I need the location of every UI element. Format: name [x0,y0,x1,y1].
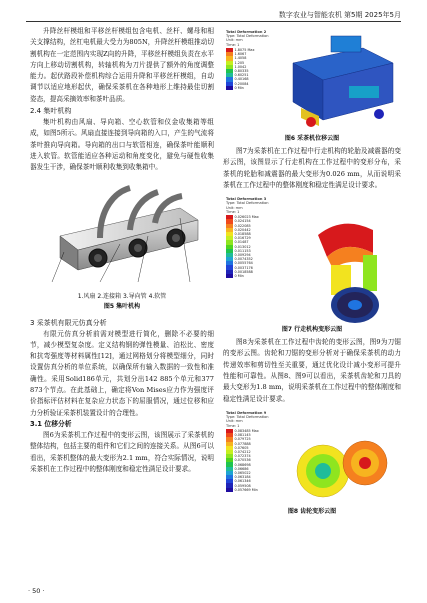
legend-value: 0.061346 [234,479,251,484]
fem-time: Time: 1 [226,42,240,47]
fem-unit: Unit: mm [226,419,243,424]
figure-5-legend: 1.风扇 2.连接箱 3.导向管 4.软管 [77,292,167,300]
page-number: · 50 · [28,587,45,595]
legend-value: 0.20084 [234,81,249,86]
legend-value: 0.068698 [234,462,251,467]
legend-value: 1.4058 [234,56,247,61]
legend-value: 0.081145 [234,433,251,438]
legend-value: 0.009294 [234,252,251,257]
legend-value: 0.070536 [234,458,251,463]
fem-title: Total Deformation 2 [226,30,267,34]
legend-value: 0.0018588 [234,269,253,274]
fem-time: Time: 1 [226,209,240,214]
legend-value: 0.011153 [234,248,251,253]
legend-value: 0.80335 [234,69,249,74]
legend-value: 0.063184 [234,475,251,480]
legend-value: 0.40168 [234,77,249,82]
legend-value: 0.065022 [234,470,251,475]
legend-value: 0.013012 [234,244,251,249]
fem-unit: Unit: mm [226,38,243,43]
para-leaf-collect: 集叶机构由风扇、导向箱、空心软管和仪金收集箱等组成，如图5所示。风扇直接连接到导向箱的入口，产生的气流将茶叶推向导向箱。导向箱的出口与软管相连，确保茶叶能顺利进入软管。软管能适应各种运动和角度变化，避免与硬性收集器发生干涉，确保茶叶顺利收集到收集箱中。 [30,118,214,172]
legend-value: 0 Min [234,85,244,90]
legend-value: 0.024154 [234,219,251,224]
legend-value: 0.026023 Max [234,215,259,220]
legend-value: 0.016729 [234,236,251,241]
para-gear-saw: 图8为采茶机在工作过程中齿轮的变形云图，图9为刀锯的变形云图。齿轮和刀锯的变形分析对于确保采茶机的动力传递效率和剪切性至关重要，通过优化设计减小变形可提升性能和可靠性。从图8、图9可以看出，采茶机齿轮和刀具的最大变形为1.8 mm，说明采茶机在工作过程中的整体刚度和稳定性满足设计要求。 [223,338,401,403]
para-lifting-module: 升降丝杆模组和平移丝杆模组包含电机、丝杆、螺母和相关支撑结构，丝杠电机最大受力为805N，升降丝杆模组推动切割机构在一定范围内实现Z向的升降，平移丝杆模组负责在水平方向上移动切割机构，转轴机构为刀片提供了额外的角度调整能力。起伏路段补偿机构综合运用升降和平移丝杆模组，自动调节以适应地形起伏，确保采茶机在各种地形上维持最佳切割姿态，提高采摘效率和茶叶品质。 [30,27,214,103]
fem-plot-fig6 [223,28,401,134]
legend-value: 1.205 [234,60,245,65]
legend-value: 0.0037176 [234,265,253,270]
legend-value: 0.0055764 [234,261,253,266]
legend-value: 0.083485 Max [234,429,259,434]
para-fea-setup: 有限元仿真分析前需对模型进行简化，删除不必要的细节，减少模型复杂度。定义结构钢的弹性模量、泊松比、密度和抗弯强度等材料属性[12]，通过网格划分将模型细分，同时设置仿真分析的单位系统，以确保所有输入数据的一致性和准确性。采用Solid186单元，共划分出142 885个单元和377 873个节点。在此基础上，确定将Von Mises应力作为强度评价指标评估材料在复杂应力状态下的屈服情况，通过位移和应力分析验证采茶机装置设计的合理性。 [30,329,214,417]
legend-value: 0.059508 [234,483,251,488]
header-rule [26,21,401,22]
figure-5-caption: 图5 集叶机构 [103,302,141,310]
fem-unit: Unit: mm [226,205,243,210]
legend-value: 0.018588 [234,232,251,237]
legend-value: 0.022085 [234,223,251,228]
left-column [30,26,214,475]
legend-value: 0.020442 [234,227,251,232]
heading-3: 3 采茶机有限元仿真分析 [30,318,107,327]
legend-value: 0.60251 [234,73,249,78]
figure-7 [223,195,401,335]
right-column [223,28,401,517]
legend-value: 0.07605 [234,445,249,450]
legend-value: 0.072374 [234,454,251,459]
legend-value: 0.06686 [234,466,249,471]
legend-value: 0.0074352 [234,257,253,262]
fem-title: Total Deformation 3 [226,197,267,202]
figure-5 [30,178,214,312]
leaf-collector-drawing [30,178,214,288]
fem-plot-fig8 [223,409,401,507]
fem-model-fig6 [223,28,401,134]
journal-header: 数字农业与智能农机 第5期 2025年5月 [278,11,401,19]
legend-value: 1.6067 [234,52,247,57]
legend-value: 0.01487 [234,240,249,245]
para-walking-mech: 图7为采茶机在工作过程中行走机构的轮胎及减震器的变形云图，该图显示了行走机构在工作过程中的变形分布，采茶机的轮胎和减震器的最大变形为0.026 mm，从而说明采茶机在工作过程中的整体刚度和稳定性满足设计要求。 [223,147,401,189]
fem-model-fig7 [223,195,401,325]
fem-time: Time: 1 [226,423,240,428]
fem-plot-fig7 [223,195,401,325]
fem-model-fig8 [223,409,401,507]
figure-6 [223,28,401,144]
legend-value: 0.057669 Min [234,487,258,492]
legend-value: 1.8075 Max [234,48,255,53]
legend-value: 1.0042 [234,64,247,69]
heading-2-4: 2.4 集叶机构 [30,107,72,116]
figure-8-caption: 图8 齿轮变形云图 [287,507,337,515]
fem-type: Type: Total Deformation [226,34,269,39]
para-displacement: 图6为采茶机工作过程中的变形云图，该图展示了采茶机的整体结构，包括主要的组件和它们之间的连接关系。从图6可以看出，采茶机整体的最大变形为2.1 mm，符合实际情况，说明采茶机在工作过程中的整体刚度和稳定性满足设计要求。 [30,430,214,473]
legend-value: 0.074212 [234,450,251,454]
fem-title: Total Deformation 9 [226,410,267,415]
figure-6-caption: 图6 采茶机位移云图 [284,135,340,142]
fem-type: Type: Total Deformation [226,201,269,206]
legend-value: 0 Min [234,273,244,278]
heading-3-1: 3.1 位移分析 [30,419,72,428]
legend-value: 0.079725 [234,437,251,442]
legend-value: 0.077888 [234,441,251,446]
figure-7-caption: 图7 行走机构变形云图 [281,326,343,334]
figure-8 [223,409,401,517]
fem-type: Type: Total Deformation [226,415,269,420]
